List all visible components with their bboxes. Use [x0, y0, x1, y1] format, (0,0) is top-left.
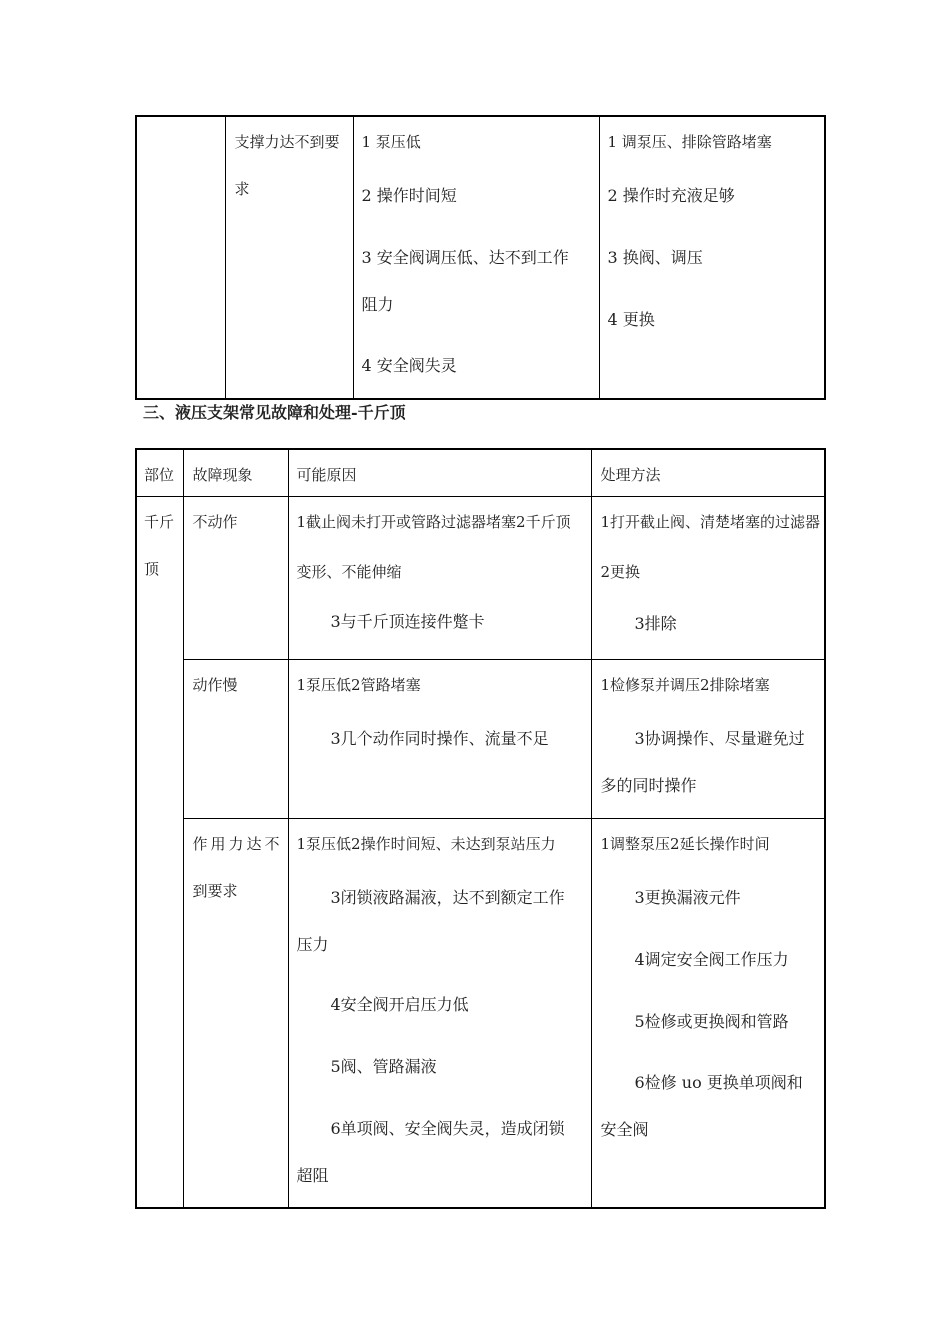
cause-cell [288, 496, 591, 659]
cause-line: 阻力 [361, 295, 394, 314]
table-row [136, 116, 825, 399]
header-row [136, 449, 825, 496]
header-solution: 处理方法 [591, 449, 825, 496]
solution-line: 1检修泵并调压2排除堵塞 [600, 675, 770, 694]
symptom-line: 作用力达不 [192, 834, 283, 853]
cause-cell [353, 116, 599, 399]
symptom-cell [183, 659, 288, 818]
table-row [136, 659, 825, 818]
section-title: 三、液压支架常见故障和处理-千斤顶 [143, 403, 406, 422]
solution-line: 3协调操作、尽量避免过 [634, 728, 805, 748]
jack-fault-table [135, 448, 826, 1209]
header-cause: 可能原因 [288, 449, 591, 496]
symptom-line: 支撑力达不到要 [234, 133, 340, 151]
solution-line: 1打开截止阀、清楚堵塞的过滤器 [600, 512, 821, 531]
solution-line: 6检修 uo 更换单项阀和 [634, 1072, 803, 1092]
cause-line: 超阻 [296, 1165, 329, 1185]
cause-line: 压力 [296, 934, 329, 954]
cause-line: 3与千斤顶连接件蹩卡 [330, 611, 485, 631]
solution-line: 3 换阀、调压 [607, 248, 703, 267]
solution-line: 2更换 [600, 562, 641, 581]
header-symptom: 故障现象 [183, 449, 288, 496]
solution-cell [591, 496, 825, 659]
symptom-cell [183, 818, 288, 1208]
symptom-line: 动作慢 [192, 675, 238, 694]
top-table [135, 115, 826, 400]
cause-line: 3闭锁液路漏液，达不到额定工作 [330, 887, 565, 907]
cause-line: 4 安全阀失灵 [361, 356, 457, 375]
cause-line: 2 操作时间短 [361, 186, 457, 205]
symptom-line: 求 [234, 180, 250, 198]
cause-line: 3 安全阀调压低、达不到工作 [361, 248, 569, 267]
solution-line: 3排除 [634, 613, 677, 633]
table-row [136, 818, 825, 1208]
solution-line: 3更换漏液元件 [634, 887, 741, 907]
symptom-cell [183, 496, 288, 659]
solution-cell [599, 116, 825, 399]
cause-line: 6单项阀、安全阀失灵，造成闭锁 [330, 1118, 565, 1138]
solution-line: 1调整泵压2延长操作时间 [600, 834, 770, 853]
cause-line: 5阀、管路漏液 [330, 1056, 437, 1076]
part-cell [136, 116, 225, 399]
cause-line: 变形、不能伸缩 [296, 562, 402, 581]
solution-cell [591, 659, 825, 818]
solution-line: 1 调泵压、排除管路堵塞 [607, 133, 772, 151]
part-line: 千斤 [144, 512, 175, 531]
cause-line: 1 泵压低 [361, 133, 421, 151]
cause-line: 1泵压低2操作时间短、未达到泵站压力 [296, 834, 556, 853]
cause-line: 1截止阀未打开或管路过滤器堵塞2千斤顶 [296, 512, 571, 531]
solution-line: 安全阀 [600, 1119, 649, 1139]
symptom-line: 不动作 [192, 512, 238, 531]
solution-line: 5检修或更换阀和管路 [634, 1011, 789, 1031]
solution-cell [591, 818, 825, 1208]
solution-line: 多的同时操作 [600, 775, 697, 795]
solution-line: 2 操作时充液足够 [607, 186, 735, 205]
solution-line: 4 更换 [607, 310, 655, 329]
cause-line: 4安全阀开启压力低 [330, 994, 469, 1014]
symptom-line: 到要求 [192, 881, 238, 900]
cause-line: 3几个动作同时操作、流量不足 [330, 728, 549, 748]
cause-cell [288, 818, 591, 1208]
cause-cell [288, 659, 591, 818]
part-line: 顶 [144, 559, 160, 578]
symptom-cell [225, 116, 353, 399]
part-cell [136, 496, 183, 1208]
cause-line: 1泵压低2管路堵塞 [296, 675, 421, 694]
solution-line: 4调定安全阀工作压力 [634, 949, 789, 969]
table-row [136, 496, 825, 659]
header-part: 部位 [136, 449, 183, 496]
